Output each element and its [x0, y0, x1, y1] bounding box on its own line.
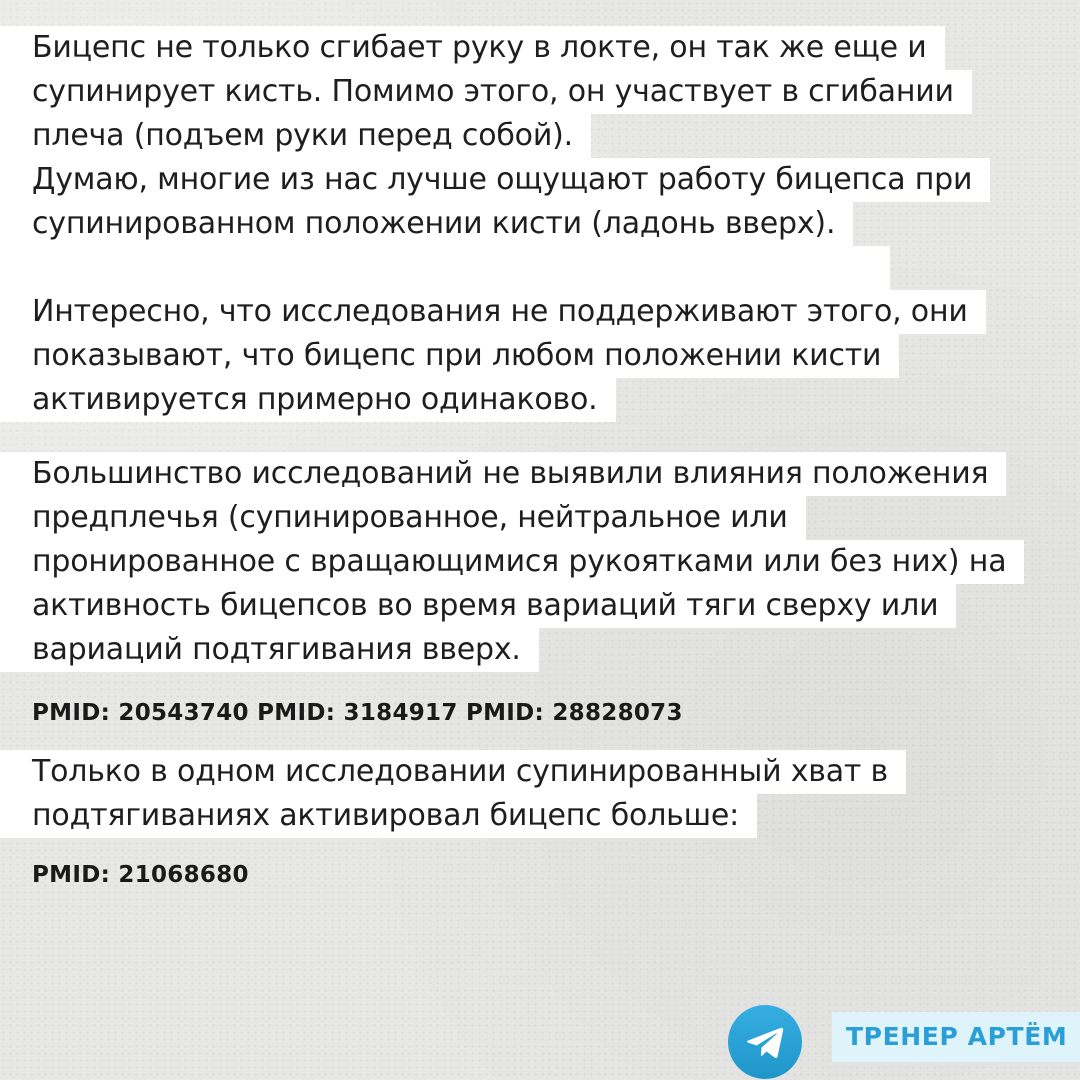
text-line: Только в одном исследовании супинированный хват в [0, 750, 906, 794]
text-line: супинирует кисть. Помимо этого, он участвует в сгибании [0, 70, 972, 114]
text-line: предплечья (супинированное, нейтральное или [0, 496, 806, 540]
text-block-supinated-grip [0, 750, 906, 838]
text-line: Интересно, что исследования не поддерживают этого, они [0, 290, 986, 334]
text-line: Большинство исследований не выявили влияния положения [0, 452, 1006, 496]
text-line-blank [0, 246, 890, 290]
text-line: Думаю, многие из нас лучше ощущают работу бицепса при [0, 158, 990, 202]
text-line: подтягиваниях активировал бицепс больше: [0, 794, 757, 838]
text-line: показывают, что бицепс при любом положении кисти [0, 334, 899, 378]
pmid-references: PMID: 20543740 PMID: 3184917 PMID: 28828073 [32, 700, 683, 726]
brand-label: ТРЕНЕР АРТЁМ [832, 1012, 1080, 1062]
text-block-study-findings [0, 452, 1024, 672]
telegram-icon[interactable] [728, 1005, 802, 1079]
text-line: пронированное с вращающимися рукоятками или без них) на [0, 540, 1024, 584]
text-line: активность бицепсов во время вариаций тяги сверху или [0, 584, 956, 628]
text-block-biceps-function [0, 26, 990, 422]
text-line: супинированном положении кисти (ладонь вверх). [0, 202, 853, 246]
text-line: Бицепс не только сгибает руку в локте, он так же еще и [0, 26, 945, 70]
text-line: активируется примерно одинаково. [0, 378, 616, 422]
paper-plane-icon [743, 1020, 787, 1064]
text-line: плеча (подъем руки перед собой). [0, 114, 591, 158]
text-line: вариаций подтягивания вверх. [0, 628, 539, 672]
pmid-reference: PMID: 21068680 [32, 862, 249, 888]
